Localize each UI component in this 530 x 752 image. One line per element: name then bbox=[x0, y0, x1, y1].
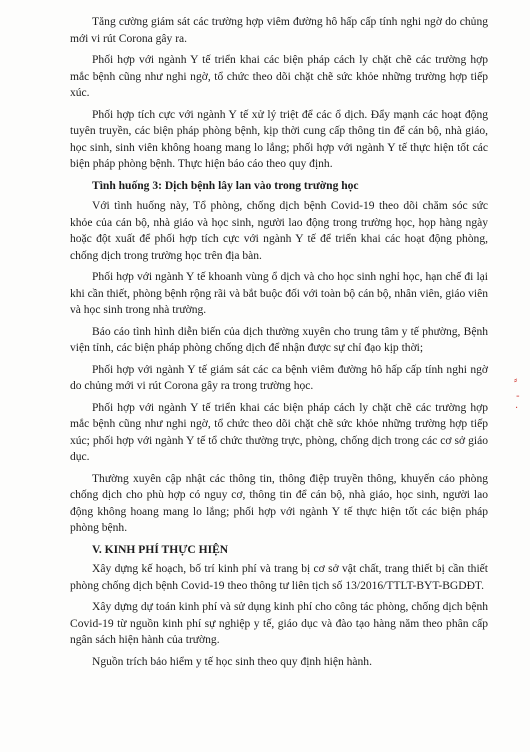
paragraph-intro-1: Tăng cường giám sát các trường hợp viêm đường hô hấp cấp tính nghi ngờ do chủng mới vi rút Corona gây ra. bbox=[70, 16, 488, 45]
situation-3-paragraph-6: Thường xuyên cập nhật các thông tin, thông điệp truyền thông, khuyến cáo phòng chống dịch cho phù hợp có nguy cơ, thông tin để cán bộ, nhà giáo, học sinh, người lao động không hoang mang lo lắng; phối hợp với ngành Y tế thực hiện tốt các biện pháp phòng bệnh. bbox=[70, 472, 488, 534]
document-body bbox=[70, 14, 488, 675]
section-5-paragraph-1: Xây dựng kế hoạch, bố trí kinh phí và trang bị cơ sở vật chất, trang thiết bị cần thiết phòng chống dịch bệnh Covid-19 theo thông tư liên tịch số 13/2016/TTLT-BYT-BGDĐT. bbox=[70, 563, 488, 592]
red-margin-mark: ⸗ bbox=[514, 375, 518, 386]
paragraph-intro-2: Phối hợp với ngành Y tế triển khai các biện pháp cách ly chặt chẽ các trường hợp mắc bệnh cũng như nghi ngờ, tổ chức theo dõi chặt chẽ sức khỏe những trường hợp tiếp xúc. bbox=[70, 54, 488, 99]
situation-3-paragraph-3: Báo cáo tình hình diễn biến của dịch thường xuyên cho trung tâm y tế phường, Bệnh viện tỉnh, các biện pháp phòng chống dịch để nhận được sự chỉ đạo kịp thời; bbox=[70, 325, 488, 354]
situation-3-paragraph-4: Phối hợp với ngành Y tế giám sát các ca bệnh viêm đường hô hấp cấp tính nghi ngờ do chủng mới vi rút Corona gây ra trong trường học. bbox=[70, 363, 488, 392]
red-margin-mark: · bbox=[515, 403, 519, 414]
red-margin-mark: - bbox=[516, 391, 520, 402]
paragraph-intro-3: Phối hợp tích cực với ngành Y tế xử lý triệt để các ổ dịch. Đẩy mạnh các hoạt động tuyên truyền, các biện pháp phòng bệnh, kịp thời cung cấp thông tin để cán bộ, nhà giáo, học sinh, sinh viên không hoang mang lo lắng; phối hợp với ngành Y tế thực hiện tốt các biện pháp phòng bệnh. Thực hiện báo cáo theo quy định. bbox=[70, 108, 488, 170]
situation-3-paragraph-5: Phối hợp với ngành Y tế triển khai các biện pháp cách ly chặt chẽ các trường hợp mắc bệnh cũng như nghi ngờ, tổ chức theo dõi chặt chẽ sức khỏe những trường hợp tiếp xúc; phối hợp với ngành Y tế tổ chức thường trực, phòng, chống dịch trong các cơ sở giáo dục. bbox=[70, 401, 488, 463]
situation-3-paragraph-1: Với tình huống này, Tổ phòng, chống dịch bệnh Covid-19 theo dõi chăm sóc sức khỏe của cán bộ, nhà giáo và học sinh, người lao động trong trường học, họp hàng ngày hoặc đột xuất để phối hợp tích cực với ngành Y tế để triển khai các hoạt động phòng, chống dịch trong trường học trên địa bàn. bbox=[70, 200, 488, 262]
section-5-heading: V. KINH PHÍ THỰC HIỆN bbox=[92, 543, 229, 556]
situation-3-heading: Tình huống 3: Dịch bệnh lây lan vào trong trường học bbox=[92, 179, 359, 192]
situation-3-paragraph-2: Phối hợp với ngành Y tế khoanh vùng ổ dịch và cho học sinh nghỉ học, hạn chế đi lại khi cần thiết, phòng bệnh rộng rãi và bắt buộc đối với toàn bộ cán bộ, nhân viên, giáo viên và học sinh trong nhà trường. bbox=[70, 271, 488, 316]
section-5-paragraph-3: Nguồn trích bảo hiểm y tế học sinh theo quy định hiện hành. bbox=[92, 655, 372, 668]
section-5-paragraph-2: Xây dựng dự toán kinh phí và sử dụng kinh phí cho công tác phòng, chống dịch bệnh Covid-19 từ nguồn kinh phí sự nghiệp y tế, giáo dục và đào tạo hàng năm theo phân cấp ngân sách hiện hành của trường. bbox=[70, 601, 488, 646]
